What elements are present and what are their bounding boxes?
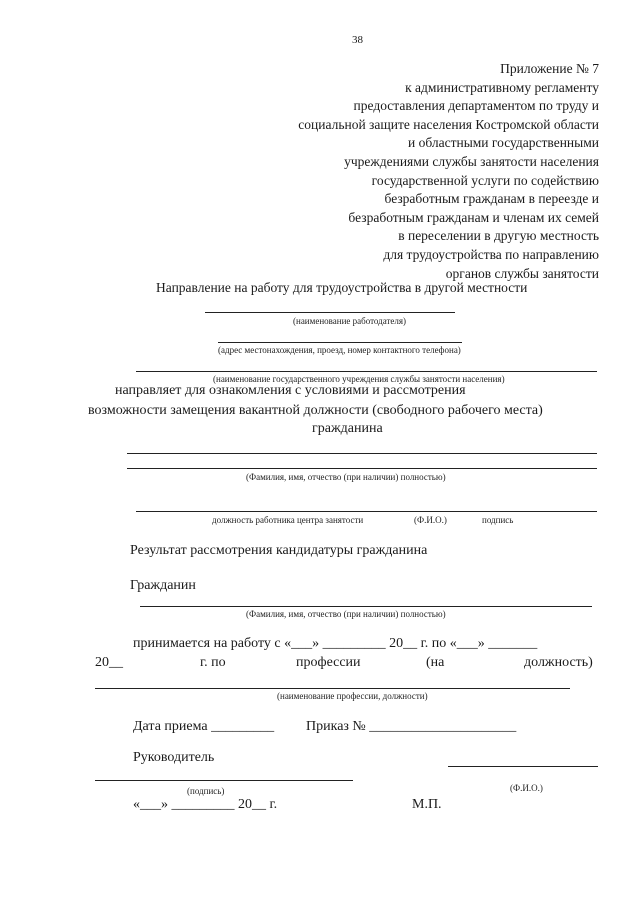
directs-line-2: возможности замещения вакантной должности (свободного рабочего места) — [88, 403, 543, 418]
fio-caption: (Ф.И.О.) — [414, 515, 447, 525]
order-label: Приказ № _____________________ — [306, 719, 517, 734]
citizen-result-caption: (Фамилия, имя, отчество (при наличии) полностью) — [246, 609, 446, 619]
appendix-block — [239, 60, 599, 283]
address-line[interactable] — [218, 342, 462, 343]
page-number: 38 — [352, 34, 363, 46]
year-suffix: г. по — [200, 655, 226, 670]
signature-caption: подпись — [482, 515, 514, 525]
year-prefix: 20__ — [95, 655, 123, 670]
manager-label: Руководитель — [133, 750, 215, 765]
directs-line-3: гражданина — [312, 421, 383, 436]
date-line: «___» _________ 20__ г. — [133, 797, 278, 812]
accepted-line: принимается на работу с «___» _________ 20__ г. по «___» _______ — [133, 636, 538, 651]
appendix-line: и областными государственными — [407, 135, 599, 151]
citizen-line-2[interactable] — [127, 468, 597, 469]
citizen-result-line[interactable] — [140, 606, 592, 607]
appendix-line: предоставления департаментом по труду и — [353, 98, 599, 114]
stamp-label: М.П. — [412, 797, 442, 812]
appendix-line: безработным гражданам и членам их семей — [348, 209, 599, 225]
appendix-line: безработным гражданам в переезде и — [384, 191, 599, 207]
appendix-line: для трудоустройства по направлению — [383, 246, 599, 262]
institution-caption: (наименование государственного учреждения службы занятости населения) — [213, 374, 505, 384]
appendix-line: органов службы занятости — [445, 265, 599, 281]
position-caption: должность работника центра занятости — [212, 515, 364, 525]
citizen-line-1[interactable] — [127, 453, 597, 454]
sign-caption: (подпись) — [187, 786, 225, 796]
appendix-line: в переселении в другую местность — [398, 228, 599, 244]
institution-line[interactable] — [136, 371, 597, 372]
result-heading: Результат рассмотрения кандидатуры гражданина — [130, 543, 428, 558]
appendix-line: государственной услуги по содействию — [371, 172, 599, 188]
citizen-label: Гражданин — [130, 578, 196, 593]
dolzhnost-word: должность) — [524, 655, 593, 670]
citizen-fio-caption: (Фамилия, имя, отчество (при наличии) полностью) — [246, 472, 446, 482]
profession-word: профессии — [296, 655, 361, 670]
directs-line-1: направляет для ознакомления с условиями и рассмотрения — [115, 383, 466, 398]
form-title: Направление на работу для трудоустройства в другой местности — [156, 280, 528, 295]
profession-line[interactable] — [95, 688, 570, 689]
manager-sign-line[interactable] — [95, 780, 353, 781]
employee-sign-line[interactable] — [136, 511, 597, 512]
appendix-line: учреждениями службы занятости населения — [344, 153, 599, 169]
employer-line[interactable] — [205, 312, 455, 313]
appendix-title: Приложение № 7 — [500, 61, 599, 76]
manager-fio-caption: (Ф.И.О.) — [510, 783, 543, 793]
na-word: (на — [426, 655, 445, 670]
profession-caption: (наименование профессии, должности) — [277, 691, 428, 701]
manager-fio-line[interactable] — [448, 766, 598, 767]
appendix-line: социальной защите населения Костромской области — [298, 116, 599, 132]
appendix-line: к административному регламенту — [405, 79, 599, 95]
employer-caption: (наименование работодателя) — [293, 316, 407, 326]
hire-date-label: Дата приема _________ — [133, 719, 275, 734]
address-caption: (адрес местонахождения, проезд, номер контактного телефона) — [218, 345, 461, 355]
